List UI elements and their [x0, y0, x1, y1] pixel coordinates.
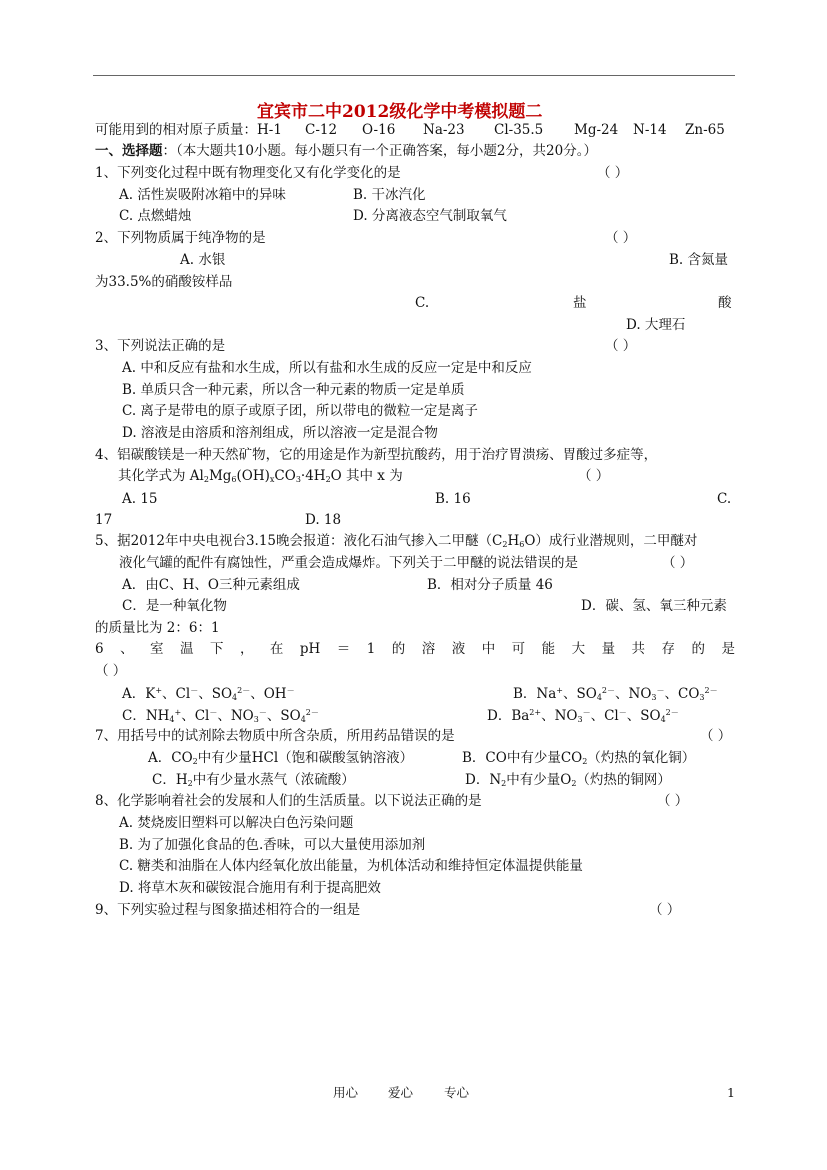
formula-sub: 2	[203, 475, 209, 484]
option-b: B. 为了加强化食品的色.香味，可以大量使用添加剂	[119, 837, 426, 853]
stem-char: 可	[511, 641, 526, 657]
charge-sup: －	[258, 708, 267, 717]
option-text: 、SO	[626, 708, 661, 724]
option-a: A．由C、H、O三种元素组成	[122, 577, 300, 593]
option-text: 中有少量O	[506, 772, 572, 788]
formula-text: ·4H	[300, 468, 326, 484]
option-text: B．CO中有少量CO	[462, 750, 583, 766]
option-text: 、NO	[615, 686, 652, 702]
option-c	[122, 710, 319, 724]
question-stem	[95, 535, 697, 549]
answer-paren: （ ）	[95, 663, 127, 679]
formula-sub: 6	[231, 475, 237, 484]
stem-char: 、	[120, 641, 134, 657]
option-c: C.	[415, 295, 430, 311]
question-stem-line2: 液化气罐的配件有腐蚀性，严重会造成爆炸。下列关于二甲醚的说法错误的是	[119, 555, 578, 571]
formula-sub: 3	[699, 693, 705, 702]
option-text: 、OH	[250, 686, 287, 702]
stem-char: 的	[391, 641, 406, 657]
answer-paren: （ ）	[662, 555, 694, 571]
stem-char: 溶	[421, 641, 436, 657]
option-text: D．N	[465, 772, 502, 788]
option-text: 中有少量水蒸气（浓硫酸）	[192, 772, 355, 788]
answer-paren: （ ）	[700, 728, 732, 744]
option-b: B. 16	[435, 491, 471, 507]
charge-sup: 2－	[305, 708, 319, 717]
option-a	[122, 688, 295, 702]
option-c: C. 糖类和油脂在人体内经氧化放出能量，为机体活动和维持恒定体温提供能量	[119, 858, 583, 874]
option-c	[152, 774, 355, 788]
option-text: 、SO	[563, 686, 597, 702]
answer-paren: （ ）	[597, 165, 629, 181]
formula-sub: 4	[596, 693, 602, 702]
option-c: C.	[717, 491, 732, 507]
footer-word: 爱心	[388, 1085, 414, 1100]
option-b: B. 干冰汽化	[353, 187, 426, 203]
atomic-mass-item: N-14	[633, 122, 667, 138]
atomic-mass-item: Mg-24	[574, 122, 619, 138]
stem-char: 的	[691, 641, 705, 657]
stem-char: 在	[269, 641, 284, 657]
option-text: A．CO	[148, 750, 193, 766]
formula-sub: 4	[660, 715, 666, 724]
option-a	[148, 752, 413, 766]
stem-char: 共	[631, 641, 646, 657]
section-heading	[95, 145, 597, 159]
option-text: 中有少量HCl（饱和碳酸氢钠溶液）	[197, 750, 414, 766]
stem-char: ＝	[336, 641, 351, 657]
answer-paren: （ ）	[605, 230, 637, 246]
header-rule	[93, 75, 735, 76]
charge-sup: 2－	[665, 708, 679, 717]
question-stem: 4、铝碳酸镁是一种天然矿物，它的用途是作为新型抗酸药，用于治疗胃溃疡、胃酸过多症等，	[95, 447, 658, 463]
option-text: 、CO	[664, 686, 700, 702]
formula-sub: 3	[651, 693, 657, 702]
stem-char: 室	[150, 641, 164, 657]
formula-sub: 3	[577, 715, 583, 724]
stem-char: 液	[451, 641, 466, 657]
charge-sup: －	[656, 686, 665, 695]
stem-char: 能	[541, 641, 556, 657]
charge-sup: －	[190, 686, 199, 695]
atomic-mass-item: C-12	[305, 122, 338, 138]
formula-sub: 4	[232, 693, 238, 702]
charge-sup: +	[556, 686, 563, 695]
footer-word: 用心	[333, 1085, 359, 1100]
stem-text: 5、据2012年中央电视台3.15晚会报道：液化石油气掺入二甲醚（C	[95, 533, 503, 549]
formula-sub: 2	[325, 475, 331, 484]
question-stem: 8、化学影响着社会的发展和人们的生活质量。以下说法正确的是	[95, 793, 482, 809]
charge-sup: －	[209, 708, 218, 717]
option-text: 、Cl	[162, 686, 191, 702]
option-d: D. 将草木灰和碳铵混合施用有利于提高肥效	[119, 880, 381, 896]
atomic-mass-item: 可能用到的相对原子质量：H-1	[95, 122, 282, 138]
stem-char: ，	[239, 641, 254, 657]
option-d: D. 大理石	[626, 317, 686, 333]
option-b: B．相对分子质量 46	[427, 577, 553, 593]
option-c-word: 盐	[573, 295, 587, 311]
formula-text: O 其中 x 为	[330, 468, 403, 484]
question-stem: 2、下列物质属于纯净物的是	[95, 230, 266, 246]
answer-paren: （ ）	[605, 338, 637, 354]
option-text: 、NO	[217, 708, 254, 724]
formula-sub: 3	[253, 715, 259, 724]
formula-sub: 6	[519, 540, 525, 549]
option-b	[513, 688, 718, 702]
option-d: D. 分离液态空气制取氧气	[353, 208, 507, 224]
option-a: A. 水银	[180, 252, 226, 268]
option-d: D. 18	[305, 512, 342, 528]
option-c: C. 离子是带电的原子或原子团，所以带电的微粒一定是离子	[122, 403, 478, 419]
charge-sup: +	[174, 708, 182, 717]
option-text: D．Ba	[487, 708, 530, 724]
answer-paren: （ ）	[657, 793, 689, 809]
formula-sub: 2	[501, 779, 507, 788]
charge-sup: 2+	[529, 708, 542, 717]
option-text: C．NH	[122, 708, 170, 724]
option-d	[487, 710, 679, 724]
option-c-word: 酸	[718, 295, 732, 311]
stem-char: 下	[209, 641, 224, 657]
option-text: 、SO	[266, 708, 301, 724]
option-b-cont: 为33.5%的硝酸铵样品	[95, 274, 233, 290]
option-d	[465, 774, 671, 788]
page-title: 宜宾市二中2012级化学中考模拟题二	[257, 102, 543, 122]
formula-sub: 4	[169, 715, 175, 724]
formula-text: CO	[274, 468, 296, 484]
stem-char: 6	[95, 641, 104, 657]
charge-sup: +	[155, 686, 163, 695]
question-stem	[95, 643, 735, 657]
option-b	[462, 752, 695, 766]
question-stem: 7、用括号中的试剂除去物质中所含杂质，所用药品错误的是	[95, 728, 455, 744]
stem-text: O）成行业潜规则，二甲醚对	[524, 533, 698, 549]
atomic-mass-item: Cl-35.5	[494, 122, 544, 138]
option-c-value: 17	[95, 512, 113, 528]
option-text: B．Na	[513, 686, 557, 702]
section-heading-label: 一、选择题	[95, 143, 163, 159]
option-text: 、Cl	[590, 708, 619, 724]
stem-char: 温	[180, 641, 194, 657]
option-text: 、Cl	[181, 708, 210, 724]
formula-sub: 2	[192, 757, 198, 766]
formula-text: Mg	[208, 468, 232, 484]
option-text: 、NO	[541, 708, 578, 724]
option-text: （灼热的氧化铜）	[587, 750, 696, 766]
stem-text: H	[507, 533, 520, 549]
section-heading-desc: ：（本大题共10小题。每小题只有一个正确答案，每小题2分，共20分。）	[162, 143, 597, 159]
option-b: B. 含氮量	[669, 252, 729, 268]
charge-sup: －	[582, 708, 591, 717]
option-d: D．碳、氢、氧三种元素	[581, 598, 727, 614]
formula-sub: 4	[300, 715, 306, 724]
charge-sup: －	[286, 686, 295, 695]
stem-char: 大	[571, 641, 586, 657]
option-d: D. 溶液是由溶质和溶剂组成，所以溶液一定是混合物	[122, 425, 438, 441]
option-text: C．H	[152, 772, 188, 788]
formula-sub: 2	[582, 757, 588, 766]
option-text: （灼热的铜网）	[576, 772, 671, 788]
stem-char: 量	[601, 641, 616, 657]
stem-char: 1	[366, 641, 376, 657]
charge-sup: 2－	[601, 686, 616, 695]
stem-char: 是	[721, 641, 735, 657]
formula-sub: 2	[187, 779, 193, 788]
option-a: A. 15	[122, 491, 158, 507]
formula-sub: 2	[571, 779, 577, 788]
option-d-cont: 的质量比为 2：6：1	[95, 620, 220, 636]
answer-paren: （ ）	[578, 468, 610, 484]
formula-sub: 2	[502, 540, 508, 549]
option-a: A. 中和反应有盐和水生成，所以有盐和水生成的反应一定是中和反应	[122, 360, 532, 376]
option-a: A. 活性炭吸附冰箱中的异味	[119, 187, 286, 203]
question-stem: 1、下列变化过程中既有物理变化又有化学变化的是	[95, 165, 401, 181]
chemical-formula	[118, 470, 403, 484]
option-b: B. 单质只含一种元素，所以含一种元素的物质一定是单质	[122, 382, 465, 398]
charge-sup: －	[618, 708, 627, 717]
stem-char: 存	[661, 641, 676, 657]
page-number: 1	[727, 1085, 735, 1100]
formula-sub: x	[269, 475, 275, 484]
option-c: C. 点燃蜡烛	[119, 208, 192, 224]
question-stem: 9、下列实验过程与图象描述相符合的一组是	[95, 902, 361, 918]
option-text: 、SO	[198, 686, 233, 702]
footer-word: 专心	[444, 1085, 470, 1100]
atomic-mass-item: O-16	[362, 122, 396, 138]
option-c: C．是一种氧化物	[122, 598, 227, 614]
atomic-mass-item: Zn-65	[685, 122, 725, 138]
stem-char: pH	[299, 641, 321, 657]
formula-sub: 3	[295, 475, 301, 484]
atomic-mass-item: Na-23	[423, 122, 465, 138]
charge-sup: 2－	[237, 686, 251, 695]
question-stem: 3、下列说法正确的是	[95, 338, 226, 354]
option-text: A．K	[122, 686, 156, 702]
formula-text: (OH)	[236, 468, 270, 484]
answer-paren: （ ）	[649, 902, 681, 918]
stem-char: 中	[481, 641, 496, 657]
formula-text: 其化学式为 Al	[118, 468, 204, 484]
option-a: A. 焚烧废旧塑料可以解决白色污染问题	[119, 815, 354, 831]
charge-sup: 2－	[704, 686, 718, 695]
